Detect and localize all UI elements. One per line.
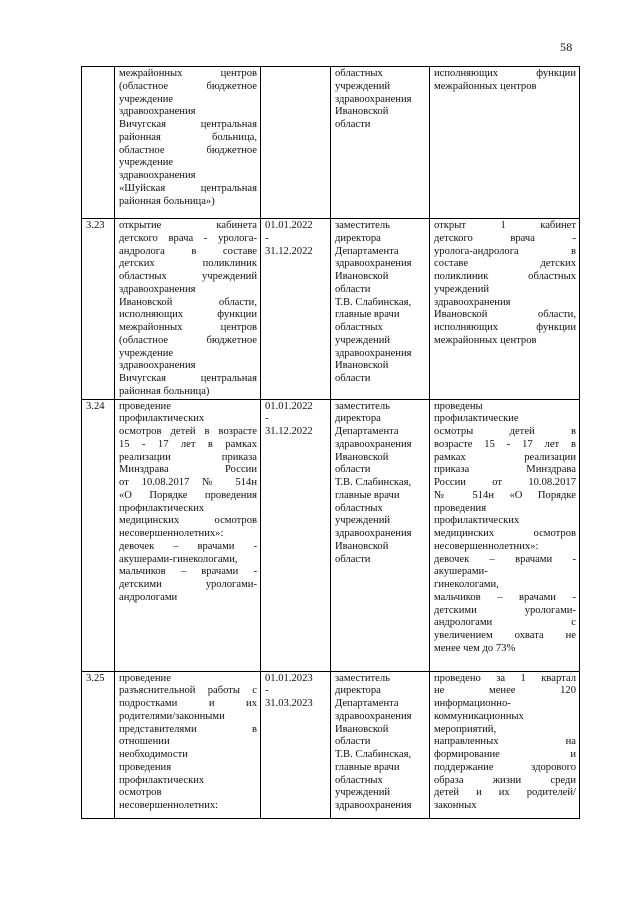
dates-line: 31.03.2023 <box>265 698 313 709</box>
activity-line: от 10.08.2017 № 514н <box>119 477 257 488</box>
responsible-line: Ивановской <box>335 723 389 735</box>
result-cell <box>430 67 580 219</box>
result-line: исполняющих функции <box>434 322 576 333</box>
responsible-line: учреждений <box>335 787 391 799</box>
result-line: уролога-андролога в <box>434 245 576 257</box>
responsible-line: Ивановской <box>335 106 389 118</box>
result-line: проведено за 1 квартал <box>434 672 576 684</box>
activity-line: исполняющих функции <box>119 309 257 321</box>
result-line: здравоохранения <box>434 296 511 308</box>
item-number: 3.23 <box>82 219 115 400</box>
responsible-line: области <box>335 119 371 130</box>
result-cell <box>430 219 580 400</box>
result-line: направленных на <box>434 736 576 748</box>
result-cell <box>430 671 580 818</box>
responsible-cell <box>331 399 430 671</box>
responsible-cell <box>331 67 430 219</box>
result-line: законных <box>434 800 477 811</box>
result-line: профилактические <box>434 413 519 425</box>
result-line: детскими урологами- <box>434 604 576 616</box>
activity-line: осмотров <box>119 787 162 799</box>
result-line: открыт 1 кабинет <box>434 220 576 231</box>
responsible-line: директора <box>335 413 381 425</box>
activity-cell <box>115 399 261 671</box>
activity-line: реализации приказа <box>119 451 257 463</box>
result-line: межрайонных центров <box>434 80 537 92</box>
table-row <box>82 219 580 400</box>
activity-line: здравоохранения <box>119 283 196 295</box>
activity-line: детскими урологами- <box>119 579 257 590</box>
responsible-line: здравоохранения <box>335 800 412 811</box>
plan-table-body <box>82 67 580 819</box>
item-number: 3.25 <box>82 671 115 818</box>
activity-line: открытие кабинета <box>119 220 257 231</box>
activity-line: проведение <box>119 672 171 684</box>
table-row <box>82 671 580 818</box>
dates-line: 01.01.2022 <box>265 220 313 231</box>
activity-line: 15 - 17 лет в рамках <box>119 438 257 450</box>
result-line: межрайонных центров <box>434 334 537 346</box>
activity-line: межрайонных центров <box>119 322 257 333</box>
activity-line: профилактических <box>119 774 205 786</box>
activity-line: областное бюджетное <box>119 144 257 156</box>
result-line: проведения <box>434 502 487 514</box>
activity-line: андрологами <box>119 591 178 603</box>
dates-cell <box>261 67 331 219</box>
activity-line: (областное бюджетное <box>119 80 257 92</box>
activity-line: девочек – врачами - <box>119 540 257 552</box>
result-line: мальчиков – врачами - <box>434 591 576 603</box>
responsible-line: здравоохранения <box>335 710 412 722</box>
activity-line: проведение <box>119 400 171 412</box>
activity-line: «О Порядке проведения <box>119 489 257 501</box>
result-line: профилактических <box>434 515 520 527</box>
activity-line: детских поликлиник <box>119 258 257 270</box>
responsible-line: учреждений <box>335 80 391 92</box>
activity-line: учреждение <box>119 157 174 169</box>
responsible-line: здравоохранения <box>335 93 412 105</box>
item-number <box>82 67 115 219</box>
result-line: гинекологами, <box>434 579 499 590</box>
responsible-line: области <box>335 464 371 476</box>
activity-line: Минздрава России <box>119 464 257 476</box>
responsible-line: главные врачи <box>335 309 400 321</box>
activity-line: детского врача - уролога- <box>119 232 257 244</box>
responsible-line: учреждений <box>335 515 391 527</box>
activity-line: профилактических <box>119 502 205 514</box>
responsible-line: областных <box>335 502 383 514</box>
activity-cell <box>115 671 261 818</box>
responsible-line: областных <box>335 68 383 79</box>
result-line: мероприятий, <box>434 723 497 735</box>
responsible-line: заместитель <box>335 220 391 231</box>
activity-line: осмотров детей в возрасте <box>119 426 257 437</box>
result-line: коммуникационных <box>434 710 524 722</box>
activity-line: районная больница) <box>119 385 210 397</box>
result-line: увеличением охвата не <box>434 630 576 641</box>
result-line: поддержание здорового <box>434 761 576 773</box>
activity-line: «Шуйская центральная <box>119 182 257 194</box>
responsible-line: заместитель <box>335 400 391 412</box>
result-line: не менее 120 <box>434 685 576 697</box>
activity-line: Вичугская центральная <box>119 119 257 130</box>
result-line: формирование и <box>434 749 576 760</box>
activity-line: Ивановской области, <box>119 296 257 308</box>
result-line: андрологами с <box>434 617 576 629</box>
activity-line: здравоохранения <box>119 106 196 118</box>
responsible-line: Департамента <box>335 426 399 437</box>
responsible-line: здравоохранения <box>335 438 412 450</box>
activity-line: районная больница, <box>119 131 257 143</box>
activity-line: учреждение <box>119 347 174 359</box>
result-line: медицинских осмотров <box>434 528 576 539</box>
dates-cell <box>261 399 331 671</box>
responsible-cell <box>331 671 430 818</box>
activity-cell <box>115 219 261 400</box>
responsible-line: директора <box>335 232 381 244</box>
responsible-line: Ивановской <box>335 451 389 463</box>
responsible-line: заместитель <box>335 672 391 684</box>
activity-line: областных учреждений <box>119 271 257 282</box>
activity-line: мальчиков – врачами - <box>119 566 257 578</box>
responsible-line: Ивановской <box>335 271 389 282</box>
result-line: детского врача - <box>434 232 576 244</box>
result-line: исполняющих функции <box>434 68 576 79</box>
result-line: акушерами- <box>434 566 488 578</box>
result-line: учреждений <box>434 283 490 295</box>
responsible-line: области <box>335 283 371 295</box>
dates-line: 01.01.2022 <box>265 400 313 412</box>
responsible-line: Ивановской <box>335 360 389 372</box>
responsible-line: главные врачи <box>335 489 400 501</box>
result-line: менее чем до 73% <box>434 642 516 654</box>
responsible-line: областных <box>335 322 383 333</box>
activity-line: акушерами-гинекологами, <box>119 553 238 565</box>
table-row <box>82 399 580 671</box>
result-line: несовершеннолетних»: <box>434 540 539 552</box>
table-row <box>82 67 580 219</box>
activity-line: несовершеннолетних: <box>119 800 219 811</box>
responsible-line: Ивановской <box>335 540 389 552</box>
activity-cell <box>115 67 261 219</box>
responsible-line: области <box>335 373 371 384</box>
activity-line: отношении <box>119 736 170 748</box>
activity-line: несовершеннолетних»: <box>119 528 224 539</box>
responsible-line: Т.В. Слабинская, <box>335 477 412 488</box>
activity-line: здравоохранения <box>119 360 196 372</box>
result-line: поликлиник областных <box>434 271 576 282</box>
responsible-line: области <box>335 736 371 748</box>
result-line: рамках реализации <box>434 451 576 463</box>
activity-line: районная больница») <box>119 195 215 207</box>
activity-line: здравоохранения <box>119 170 196 181</box>
dates-line: - <box>265 685 269 697</box>
result-line: информационно- <box>434 698 511 709</box>
result-line: составе детских <box>434 258 576 270</box>
result-line: проведены <box>434 400 483 412</box>
responsible-line: здравоохранения <box>335 258 412 270</box>
activity-line: проведения <box>119 761 172 773</box>
responsible-line: Т.В. Слабинская, <box>335 749 412 760</box>
result-line: России от 10.08.2017 <box>434 477 576 488</box>
result-cell <box>430 399 580 671</box>
page-number: 58 <box>560 40 573 54</box>
activity-line: (областное бюджетное <box>119 334 257 346</box>
dates-line: - <box>265 413 269 425</box>
activity-line: Вичугская центральная <box>119 373 257 384</box>
result-line: осмотры детей в <box>434 426 576 437</box>
activity-line: необходимости <box>119 749 188 760</box>
result-line: № 514н «О Порядке <box>434 489 576 501</box>
dates-line: 31.12.2022 <box>265 245 313 257</box>
result-line: образа жизни среди <box>434 774 576 786</box>
responsible-line: Т.В. Слабинская, <box>335 296 412 308</box>
result-line: девочек – врачами - <box>434 553 576 565</box>
activity-line: андролога в составе <box>119 245 257 257</box>
result-line: приказа Минздрава <box>434 464 576 476</box>
activity-line: родителями/законными <box>119 710 225 722</box>
dates-cell <box>261 219 331 400</box>
result-line: возрасте 15 - 17 лет в <box>434 438 576 450</box>
dates-line: - <box>265 232 269 244</box>
activity-line: подростками и их <box>119 698 257 709</box>
activity-line: разъяснительной работы с <box>119 685 257 697</box>
responsible-line: области <box>335 553 371 565</box>
responsible-cell <box>331 219 430 400</box>
dates-cell <box>261 671 331 818</box>
result-line: детей и их родителей/ <box>434 787 576 799</box>
dates-line: 01.01.2023 <box>265 672 313 684</box>
result-line: Ивановской области, <box>434 309 576 321</box>
responsible-line: директора <box>335 685 381 697</box>
activity-line: учреждение <box>119 93 174 105</box>
responsible-line: здравоохранения <box>335 528 412 539</box>
responsible-line: учреждений <box>335 334 391 346</box>
activity-line: профилактических <box>119 413 205 425</box>
activity-line: медицинских осмотров <box>119 515 257 527</box>
activity-line: представителями в <box>119 723 257 735</box>
responsible-line: Департамента <box>335 245 399 257</box>
activity-line: межрайонных центров <box>119 68 257 79</box>
responsible-line: областных <box>335 774 383 786</box>
plan-table <box>81 66 580 819</box>
responsible-line: главные врачи <box>335 761 400 773</box>
responsible-line: здравоохранения <box>335 347 412 359</box>
dates-line: 31.12.2022 <box>265 426 313 437</box>
responsible-line: Департамента <box>335 698 399 709</box>
item-number: 3.24 <box>82 399 115 671</box>
